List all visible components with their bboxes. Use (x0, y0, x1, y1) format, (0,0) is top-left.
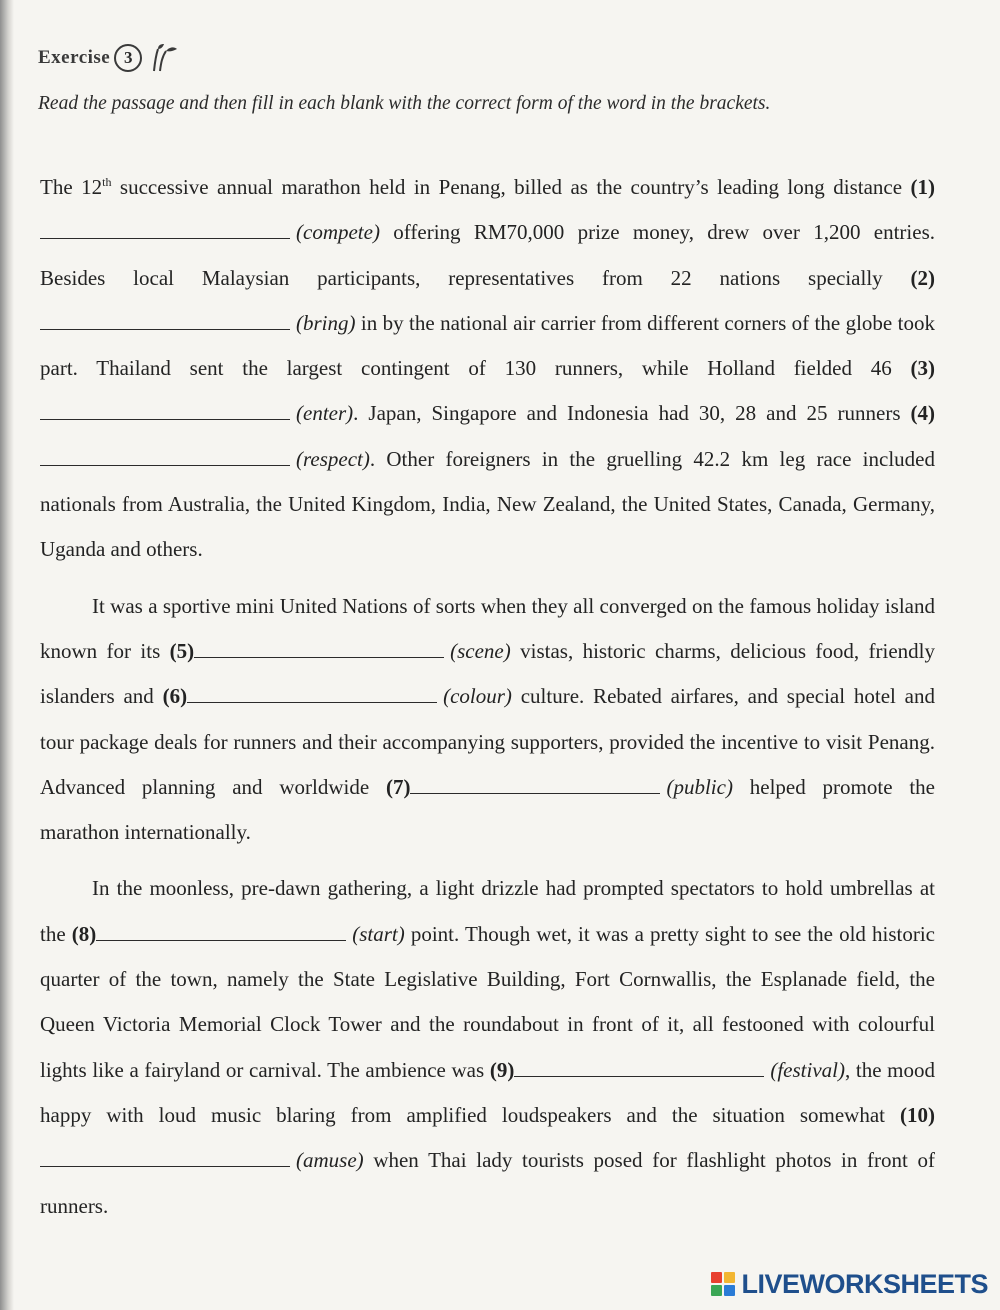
exercise-label: Exercise (38, 47, 111, 68)
blank-number: (9) (489, 1057, 515, 1082)
passage-text: In the moonless, pre-dawn gathering, a light drizzle had prompted spectators to hold umbrellas at the (40, 876, 935, 946)
answer-blank-line[interactable] (410, 775, 660, 794)
passage-text: culture. Rebated airfares, and special hotel and tour package deals for runners and their accompanying supporters, provided the incentive to visit Penang. Advanced planning and worldwide (40, 684, 935, 799)
paragraph-3 (40, 866, 935, 1228)
liveworksheets-logo-icon (711, 1272, 735, 1296)
word-hint: (public) (666, 774, 733, 799)
paragraph-2 (40, 584, 935, 856)
answer-blank-line[interactable] (40, 401, 290, 420)
answer-blank-line[interactable] (194, 639, 444, 658)
blank-number: (10) (900, 1102, 935, 1127)
logo-square-2 (724, 1272, 735, 1283)
word-hint: (respect) (296, 446, 370, 471)
logo-square-4 (724, 1285, 735, 1296)
passage-text: . Other foreigners in the gruelling 42.2 km leg race included nationals from Australia, the United Kingdom, India, New Zealand, the United States, Canada, Germany, Uganda and others. (40, 446, 935, 562)
word-hint: (compete) (296, 220, 380, 245)
paragraph-1 (40, 160, 935, 573)
word-hint: (start) (352, 921, 405, 946)
word-hint: (scene) (450, 638, 511, 663)
passage-text: , the mood happy with loud music blaring from amplified loudspeakers and the situation somewhat (40, 1057, 935, 1127)
blank-number: (1) (910, 175, 935, 199)
answer-blank-line[interactable] (96, 922, 346, 941)
passage-text: in by the national air carrier from different corners of the globe took part. Thailand sent the largest contingent of 130 runners, while Holland fielded 46 (40, 310, 935, 381)
passage-text: The 12 (40, 175, 103, 199)
blank-number: (6) (162, 684, 188, 709)
passage-text: . Japan, Singapore and Indonesia had 30, 28 and 25 runners (353, 401, 911, 426)
word-hint: (bring) (296, 310, 356, 335)
blank-number: (5) (169, 638, 195, 663)
blank-number: (2) (910, 265, 935, 290)
passage-text: successive annual marathon held in Penang, billed as the country’s leading long distance (111, 175, 911, 199)
blank-number: (3) (910, 356, 935, 381)
word-hint: (enter) (296, 401, 354, 426)
page-edge-shadow (0, 0, 14, 1310)
word-hint: (festival) (770, 1057, 845, 1082)
liveworksheets-branding (711, 1268, 988, 1300)
answer-blank-line[interactable] (514, 1058, 764, 1077)
passage-text: vistas, historic charms, delicious food, friendly islanders and (40, 638, 935, 709)
blank-number: (8) (71, 921, 97, 946)
blank-number: (4) (910, 401, 935, 426)
ordinal-suffix: th (102, 175, 112, 189)
word-hint: (amuse) (296, 1148, 364, 1173)
answer-blank-line[interactable] (40, 1148, 290, 1167)
blank-number: (7) (385, 774, 411, 799)
passage-text: helped promote the marathon internationally. (40, 774, 935, 845)
answer-blank-line[interactable] (40, 220, 290, 239)
exercise-number: 3 (114, 44, 142, 72)
passage (40, 160, 935, 1240)
passage-text: It was a sportive mini United Nations of sorts when they all converged on the famous holiday island known for its (40, 593, 935, 663)
word-hint: (colour) (443, 684, 512, 709)
logo-square-3 (711, 1285, 722, 1296)
answer-blank-line[interactable] (187, 684, 437, 703)
answer-blank-line[interactable] (40, 311, 290, 330)
passage-text: when Thai lady tourists posed for flashlight photos in front of runners. (40, 1148, 935, 1218)
passage-text: offering RM70,000 prize money, drew over 1,200 entries. Besides local Malaysian participants, representatives from 22 nations specially (40, 220, 935, 290)
instruction-text: Read the passage and then fill in each blank with the correct form of the word in the brackets. (38, 93, 771, 114)
brand-name: LIVEWORKSHEETS (741, 1268, 988, 1299)
passage-text: point. Though wet, it was a pretty sight to see the old historic quarter of the town, namely the State Legislative Building, Fort Cornwallis, the Esplanade field, the Queen Victoria Memorial Clock Tower and the roundabout in front of it, all festooned with colourful lights like a fairyland or carnival. The ambience was (40, 921, 935, 1082)
logo-square-1 (711, 1272, 722, 1283)
exercise-header (38, 38, 180, 78)
sprout-decoration-icon (146, 43, 180, 73)
answer-blank-line[interactable] (40, 447, 290, 466)
